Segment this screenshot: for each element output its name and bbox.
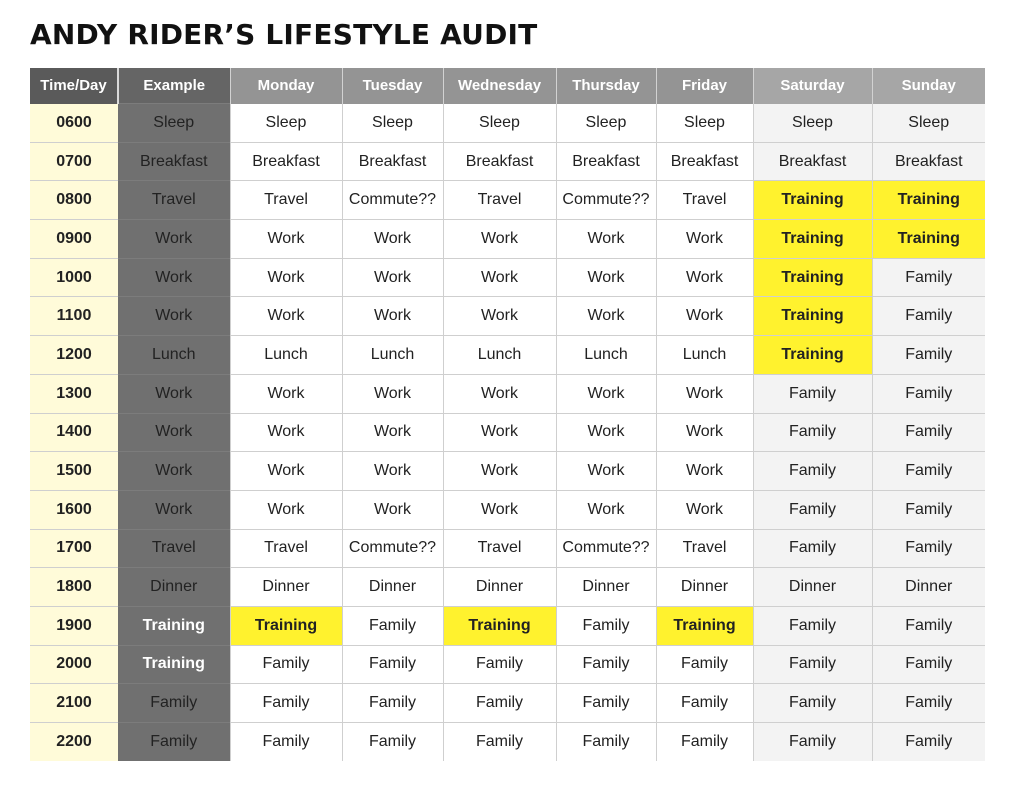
cell-tuesday: Work: [342, 297, 443, 336]
time-cell: 1200: [30, 336, 118, 375]
cell-friday: Lunch: [656, 336, 753, 375]
example-cell: Work: [118, 258, 230, 297]
example-cell: Breakfast: [118, 142, 230, 181]
example-cell: Work: [118, 413, 230, 452]
cell-sunday: Family: [872, 374, 985, 413]
cell-sunday: Sleep: [872, 104, 985, 143]
table-row: [30, 374, 985, 413]
cell-thursday: Work: [556, 220, 656, 259]
cell-thursday: Sleep: [556, 104, 656, 143]
cell-tuesday: Work: [342, 490, 443, 529]
cell-sunday: Family: [872, 490, 985, 529]
cell-sunday: Family: [872, 529, 985, 568]
cell-friday: Dinner: [656, 568, 753, 607]
cell-tuesday: Work: [342, 374, 443, 413]
cell-sunday: Family: [872, 297, 985, 336]
table-row: [30, 684, 985, 723]
cell-wednesday: Work: [443, 490, 556, 529]
cell-friday: Work: [656, 297, 753, 336]
cell-wednesday: Travel: [443, 181, 556, 220]
time-cell: 1400: [30, 413, 118, 452]
cell-thursday: Commute??: [556, 529, 656, 568]
time-cell: 2200: [30, 723, 118, 761]
cell-wednesday: Training: [443, 606, 556, 645]
cell-monday: Work: [230, 220, 342, 259]
table-header: [30, 68, 985, 104]
cell-saturday: Dinner: [753, 568, 872, 607]
example-cell: Dinner: [118, 568, 230, 607]
cell-tuesday: Family: [342, 723, 443, 761]
cell-thursday: Family: [556, 606, 656, 645]
cell-wednesday: Work: [443, 297, 556, 336]
cell-saturday: Sleep: [753, 104, 872, 143]
cell-sunday: Family: [872, 684, 985, 723]
cell-friday: Family: [656, 684, 753, 723]
time-cell: 1100: [30, 297, 118, 336]
cell-wednesday: Breakfast: [443, 142, 556, 181]
time-cell: 0900: [30, 220, 118, 259]
table-row: [30, 645, 985, 684]
column-header-example: Example: [118, 68, 230, 104]
cell-tuesday: Family: [342, 606, 443, 645]
cell-saturday: Training: [753, 336, 872, 375]
cell-saturday: Training: [753, 220, 872, 259]
time-cell: 1300: [30, 374, 118, 413]
cell-friday: Breakfast: [656, 142, 753, 181]
cell-wednesday: Family: [443, 684, 556, 723]
cell-friday: Family: [656, 645, 753, 684]
cell-tuesday: Commute??: [342, 529, 443, 568]
cell-thursday: Work: [556, 413, 656, 452]
cell-friday: Work: [656, 490, 753, 529]
cell-thursday: Family: [556, 645, 656, 684]
example-cell: Travel: [118, 529, 230, 568]
table-row: [30, 181, 985, 220]
example-cell: Work: [118, 297, 230, 336]
cell-saturday: Family: [753, 452, 872, 491]
cell-friday: Travel: [656, 529, 753, 568]
example-cell: Training: [118, 645, 230, 684]
cell-friday: Work: [656, 413, 753, 452]
column-header-friday: Friday: [656, 68, 753, 104]
time-cell: 0800: [30, 181, 118, 220]
table-row: [30, 490, 985, 529]
cell-monday: Work: [230, 452, 342, 491]
cell-thursday: Family: [556, 684, 656, 723]
cell-monday: Family: [230, 723, 342, 761]
cell-sunday: Family: [872, 413, 985, 452]
table-body: [30, 104, 985, 761]
lifestyle-audit-table: [30, 68, 985, 761]
column-header-wednesday: Wednesday: [443, 68, 556, 104]
cell-monday: Dinner: [230, 568, 342, 607]
cell-saturday: Training: [753, 258, 872, 297]
example-cell: Work: [118, 452, 230, 491]
cell-sunday: Family: [872, 645, 985, 684]
example-cell: Travel: [118, 181, 230, 220]
example-cell: Work: [118, 220, 230, 259]
cell-saturday: Family: [753, 413, 872, 452]
time-cell: 2000: [30, 645, 118, 684]
column-header-sunday: Sunday: [872, 68, 985, 104]
cell-wednesday: Work: [443, 452, 556, 491]
example-cell: Work: [118, 490, 230, 529]
cell-wednesday: Work: [443, 374, 556, 413]
cell-saturday: Family: [753, 606, 872, 645]
table-row: [30, 336, 985, 375]
table-row: [30, 529, 985, 568]
cell-saturday: Family: [753, 374, 872, 413]
cell-thursday: Family: [556, 723, 656, 761]
example-cell: Family: [118, 723, 230, 761]
cell-friday: Work: [656, 452, 753, 491]
table-row: [30, 568, 985, 607]
cell-sunday: Family: [872, 606, 985, 645]
cell-sunday: Dinner: [872, 568, 985, 607]
cell-thursday: Work: [556, 374, 656, 413]
cell-monday: Work: [230, 413, 342, 452]
table-row: [30, 258, 985, 297]
cell-saturday: Training: [753, 181, 872, 220]
cell-tuesday: Breakfast: [342, 142, 443, 181]
cell-saturday: Family: [753, 490, 872, 529]
cell-sunday: Family: [872, 336, 985, 375]
cell-saturday: Family: [753, 645, 872, 684]
cell-monday: Lunch: [230, 336, 342, 375]
cell-tuesday: Work: [342, 220, 443, 259]
cell-tuesday: Commute??: [342, 181, 443, 220]
cell-tuesday: Family: [342, 645, 443, 684]
table-row: [30, 142, 985, 181]
cell-wednesday: Sleep: [443, 104, 556, 143]
example-cell: Work: [118, 374, 230, 413]
column-header-thursday: Thursday: [556, 68, 656, 104]
cell-thursday: Breakfast: [556, 142, 656, 181]
cell-friday: Travel: [656, 181, 753, 220]
time-cell: 1600: [30, 490, 118, 529]
cell-friday: Sleep: [656, 104, 753, 143]
cell-sunday: Family: [872, 452, 985, 491]
cell-saturday: Family: [753, 723, 872, 761]
cell-wednesday: Work: [443, 413, 556, 452]
page-title: ANDY RIDER’S LIFESTYLE AUDIT: [30, 18, 538, 51]
table-row: [30, 297, 985, 336]
cell-saturday: Breakfast: [753, 142, 872, 181]
cell-friday: Work: [656, 220, 753, 259]
cell-sunday: Breakfast: [872, 142, 985, 181]
cell-monday: Work: [230, 258, 342, 297]
cell-tuesday: Work: [342, 413, 443, 452]
cell-monday: Sleep: [230, 104, 342, 143]
table-row: [30, 606, 985, 645]
cell-sunday: Family: [872, 723, 985, 761]
cell-monday: Travel: [230, 529, 342, 568]
column-header-monday: Monday: [230, 68, 342, 104]
cell-saturday: Family: [753, 529, 872, 568]
cell-wednesday: Lunch: [443, 336, 556, 375]
cell-monday: Work: [230, 374, 342, 413]
cell-sunday: Family: [872, 258, 985, 297]
time-cell: 1800: [30, 568, 118, 607]
cell-wednesday: Travel: [443, 529, 556, 568]
cell-wednesday: Family: [443, 645, 556, 684]
cell-thursday: Work: [556, 258, 656, 297]
cell-saturday: Family: [753, 684, 872, 723]
column-header-saturday: Saturday: [753, 68, 872, 104]
time-cell: 1700: [30, 529, 118, 568]
time-cell: 1000: [30, 258, 118, 297]
cell-monday: Travel: [230, 181, 342, 220]
cell-thursday: Dinner: [556, 568, 656, 607]
time-cell: 0600: [30, 104, 118, 143]
cell-monday: Work: [230, 490, 342, 529]
header-row: [30, 68, 985, 104]
time-cell: 0700: [30, 142, 118, 181]
time-cell: 1500: [30, 452, 118, 491]
cell-wednesday: Dinner: [443, 568, 556, 607]
example-cell: Training: [118, 606, 230, 645]
cell-thursday: Commute??: [556, 181, 656, 220]
cell-tuesday: Family: [342, 684, 443, 723]
cell-wednesday: Family: [443, 723, 556, 761]
cell-tuesday: Sleep: [342, 104, 443, 143]
cell-thursday: Work: [556, 490, 656, 529]
cell-wednesday: Work: [443, 258, 556, 297]
cell-sunday: Training: [872, 220, 985, 259]
cell-tuesday: Dinner: [342, 568, 443, 607]
cell-monday: Work: [230, 297, 342, 336]
cell-thursday: Work: [556, 452, 656, 491]
time-cell: 2100: [30, 684, 118, 723]
example-cell: Sleep: [118, 104, 230, 143]
cell-friday: Work: [656, 374, 753, 413]
table-row: [30, 723, 985, 761]
cell-monday: Family: [230, 645, 342, 684]
column-header-time-day: Time/Day: [30, 68, 118, 104]
cell-monday: Training: [230, 606, 342, 645]
cell-sunday: Training: [872, 181, 985, 220]
column-header-tuesday: Tuesday: [342, 68, 443, 104]
table-row: [30, 220, 985, 259]
cell-wednesday: Work: [443, 220, 556, 259]
table-row: [30, 413, 985, 452]
cell-friday: Family: [656, 723, 753, 761]
example-cell: Lunch: [118, 336, 230, 375]
cell-monday: Breakfast: [230, 142, 342, 181]
cell-monday: Family: [230, 684, 342, 723]
time-cell: 1900: [30, 606, 118, 645]
cell-tuesday: Work: [342, 452, 443, 491]
cell-tuesday: Work: [342, 258, 443, 297]
cell-friday: Training: [656, 606, 753, 645]
cell-tuesday: Lunch: [342, 336, 443, 375]
example-cell: Family: [118, 684, 230, 723]
cell-friday: Work: [656, 258, 753, 297]
cell-thursday: Lunch: [556, 336, 656, 375]
table-row: [30, 104, 985, 143]
table-row: [30, 452, 985, 491]
cell-saturday: Training: [753, 297, 872, 336]
cell-thursday: Work: [556, 297, 656, 336]
